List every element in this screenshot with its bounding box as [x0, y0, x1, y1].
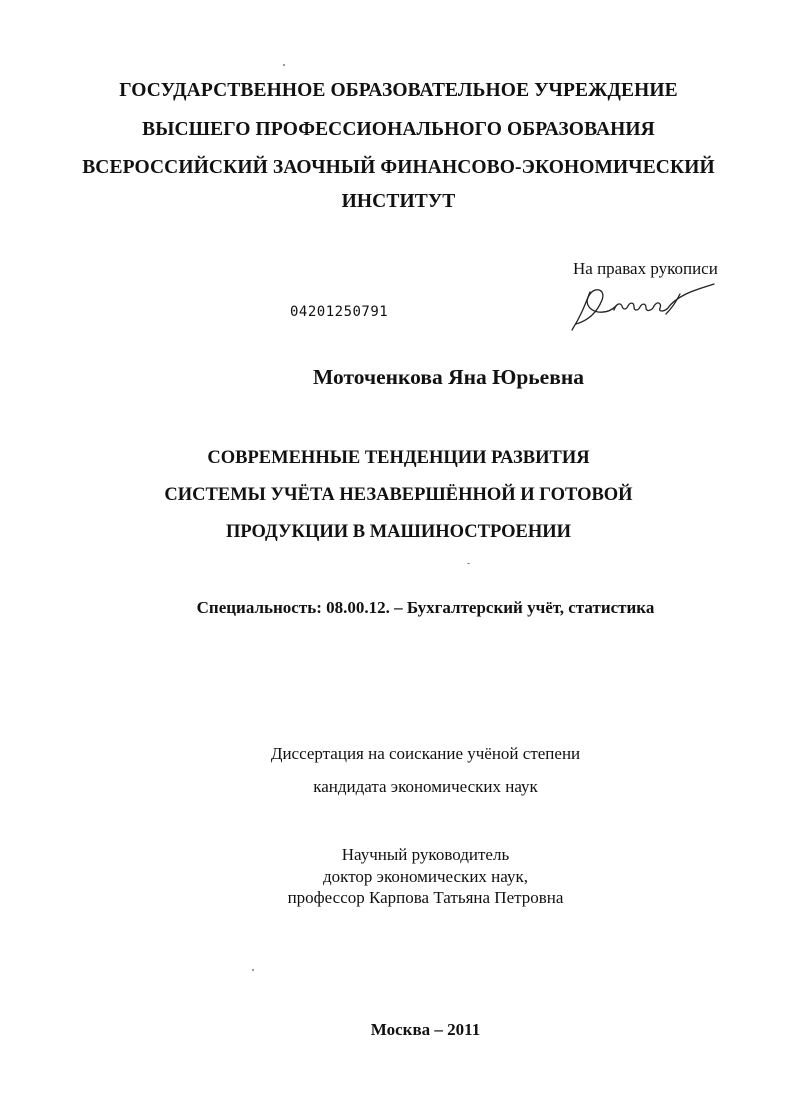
specialty: Специальность: 08.00.12. – Бухгалтерский учёт, статистика [196, 598, 655, 617]
dissertation-line-2: кандидата экономических наук [313, 777, 538, 796]
title-line-1: СОВРЕМЕННЫЕ ТЕНДЕНЦИИ РАЗВИТИЯ [207, 448, 590, 468]
city-year: Москва – 2011 [370, 1020, 481, 1039]
title-line-2: СИСТЕМЫ УЧЁТА НЕЗАВЕРШЁННОЙ И ГОТОВОЙ [164, 485, 633, 505]
institution-line-2: ВЫСШЕГО ПРОФЕССИОНАЛЬНОГО ОБРАЗОВАНИЯ [142, 119, 655, 140]
supervisor-line-1: Научный руководитель [341, 845, 510, 864]
scan-speck [283, 64, 285, 66]
institution-line-1: ГОСУДАРСТВЕННОЕ ОБРАЗОВАТЕЛЬНОЕ УЧРЕЖДЕНИЕ [119, 80, 678, 101]
scan-speck [252, 969, 254, 971]
institution-line-4: ИНСТИТУТ [341, 191, 456, 212]
supervisor-line-3: профессор Карпова Татьяна Петровна [287, 888, 564, 907]
supervisor-line-2: доктор экономических наук, [323, 867, 528, 886]
serial-number: 04201250791 [290, 304, 389, 320]
institution-line-3: ВСЕРОССИЙСКИЙ ЗАОЧНЫЙ ФИНАНСОВО-ЭКОНОМИЧЕСКИЙ [82, 157, 715, 178]
title-line-3: ПРОДУКЦИИ В МАШИНОСТРОЕНИИ [225, 522, 572, 542]
dissertation-line-1: Диссертация на соискание учёной степени [270, 744, 581, 763]
scan-speck [467, 563, 470, 564]
author-name: Моточенкова Яна Юрьевна [313, 365, 584, 389]
manuscript-note: На правах рукописи [573, 259, 718, 278]
signature-icon [568, 280, 718, 338]
